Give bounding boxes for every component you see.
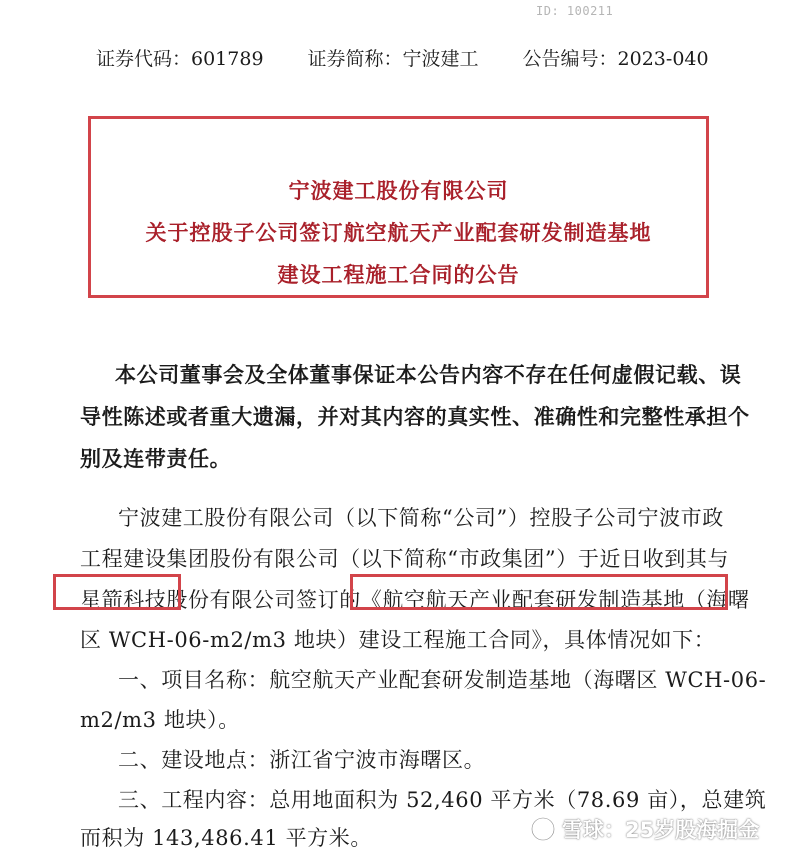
announcement-number: 公告编号：2023-040 <box>522 48 709 70</box>
body-line: 一、项目名称：航空航天产业配套研发制造基地（海曙区 WCH-06- <box>118 668 767 692</box>
highlight-box-contract <box>350 574 728 610</box>
highlight-box-company <box>53 574 181 610</box>
body-line: 三、工程内容：总用地面积为 52,460 平方米（78.69 亩），总建筑 <box>118 788 767 812</box>
watermark <box>530 814 759 844</box>
body-line: 宁波建工股份有限公司（以下简称“公司”）控股子公司宁波市政 <box>118 506 724 530</box>
snowball-logo-icon <box>530 816 556 842</box>
body-line: m2/m3 地块）。 <box>80 708 240 732</box>
image-id-label: ID: 100211 <box>536 4 614 18</box>
statement-line: 别及连带责任。 <box>80 446 232 471</box>
announcement-header <box>96 44 736 71</box>
title-subject: 关于控股子公司签订航空航天产业配套研发制造基地 <box>145 220 652 245</box>
title-company: 宁波建工股份有限公司 <box>288 178 509 203</box>
body-line: 星箭科技股份有限公司签订的《航空航天产业配套研发制造基地（海曙 <box>80 588 750 612</box>
body-line: 区 WCH-06-m2/m3 地块）建设工程施工合同》，具体情况如下： <box>80 628 716 652</box>
statement-line: 导性陈述或者重大遗漏，并对其内容的真实性、准确性和完整性承担个 <box>80 404 750 429</box>
body-line: 二、建设地点：浙江省宁波市海曙区。 <box>118 748 486 772</box>
title-box <box>88 116 709 298</box>
watermark-text: 雪球：25岁股海掘金 <box>562 818 760 842</box>
security-short-name: 证券简称：宁波建工 <box>307 48 479 70</box>
body-line: 工程建设集团股份有限公司（以下简称“市政集团”）于近日收到其与 <box>80 547 730 571</box>
statement-line: 本公司董事会及全体董事保证本公告内容不存在任何虚假记载、误 <box>115 362 742 387</box>
title-subject-cont: 建设工程施工合同的公告 <box>277 262 520 287</box>
security-code: 证券代码：601789 <box>96 48 264 70</box>
body-line: 而积为 143,486.41 平方米。 <box>80 826 372 850</box>
